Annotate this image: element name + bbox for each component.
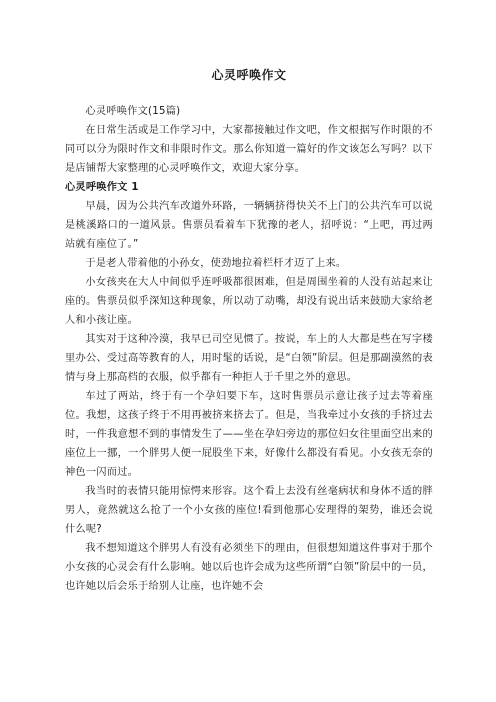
intro-paragraph: 在日常生活或是工作学习中，大家都接触过作文吧，作文根据写作时限的不同可以分为限时作文和非限时作文。那么你知道一篇好的作文该怎么写吗？以下是店铺帮大家整理的心灵呼唤作文，欢迎大家分享。 xyxy=(65,125,433,174)
document-title: 心灵呼唤作文 xyxy=(211,68,287,82)
body-paragraph: 早晨，因为公共汽车改道外环路，一辆辆挤得快关不上门的公共汽车可以说是桃溪路口的一道风景。售票员看着车下犹豫的老人，招呼说：“上吧，再过两站就有座位了。” xyxy=(65,201,433,250)
body-paragraph: 其实对于这种冷漠，我早已司空见惯了。按说，车上的人大都是些在写字楼里办公、受过高等教育的人，用时髦的话说，是“白领”阶层。但是那副漠然的表情与身上那高档的衣服，似乎都有一种拒人于千里之外的意思。 xyxy=(65,334,433,383)
body-paragraph: 小女孩夹在大人中间似乎连呼吸都很困难，但是周围坐着的人没有站起来让座的。售票员似乎深知这种现象，所以动了动嘴，却没有说出话来鼓励大家给老人和小孩让座。 xyxy=(65,277,433,326)
subtitle-line: 心灵呼唤作文(15篇) xyxy=(85,106,181,117)
body-paragraph: 我不想知道这个胖男人有没有必须坐下的理由，但很想知道这件事对于那个小女孩的心灵会有什么影响。她以后也许会成为这些所谓“白领”阶层中的一员，也许她以后会乐于给别人让座，也许她不会 xyxy=(65,543,433,592)
body-paragraph: 于是老人带着他的小孙女，使劲地拉着栏杆才迈了上来。 xyxy=(85,258,347,269)
section-heading: 心灵呼唤作文 1 xyxy=(65,182,139,193)
body-paragraph: 我当时的表情只能用惊愕来形容。这个看上去没有丝毫病状和身体不适的胖男人，竟然就这么抢了一个小女孩的座位!看到他那心安理得的架势，谁还会说什么呢? xyxy=(65,486,433,535)
body-paragraph: 车过了两站，终于有一个孕妇要下车，这时售票员示意让孩子过去等着座位。我想，这孩子终于不用再被挤来挤去了。但是，当我牵过小女孩的手挤过去时，一件我意想不到的事情发生了——坐在孕妇旁边的那位妇女往里面空出来的座位上一挪，一个胖男人便一屁股坐下来，好像什么都没有看见。小女孩无奈的神色一闪而过。 xyxy=(65,391,433,478)
